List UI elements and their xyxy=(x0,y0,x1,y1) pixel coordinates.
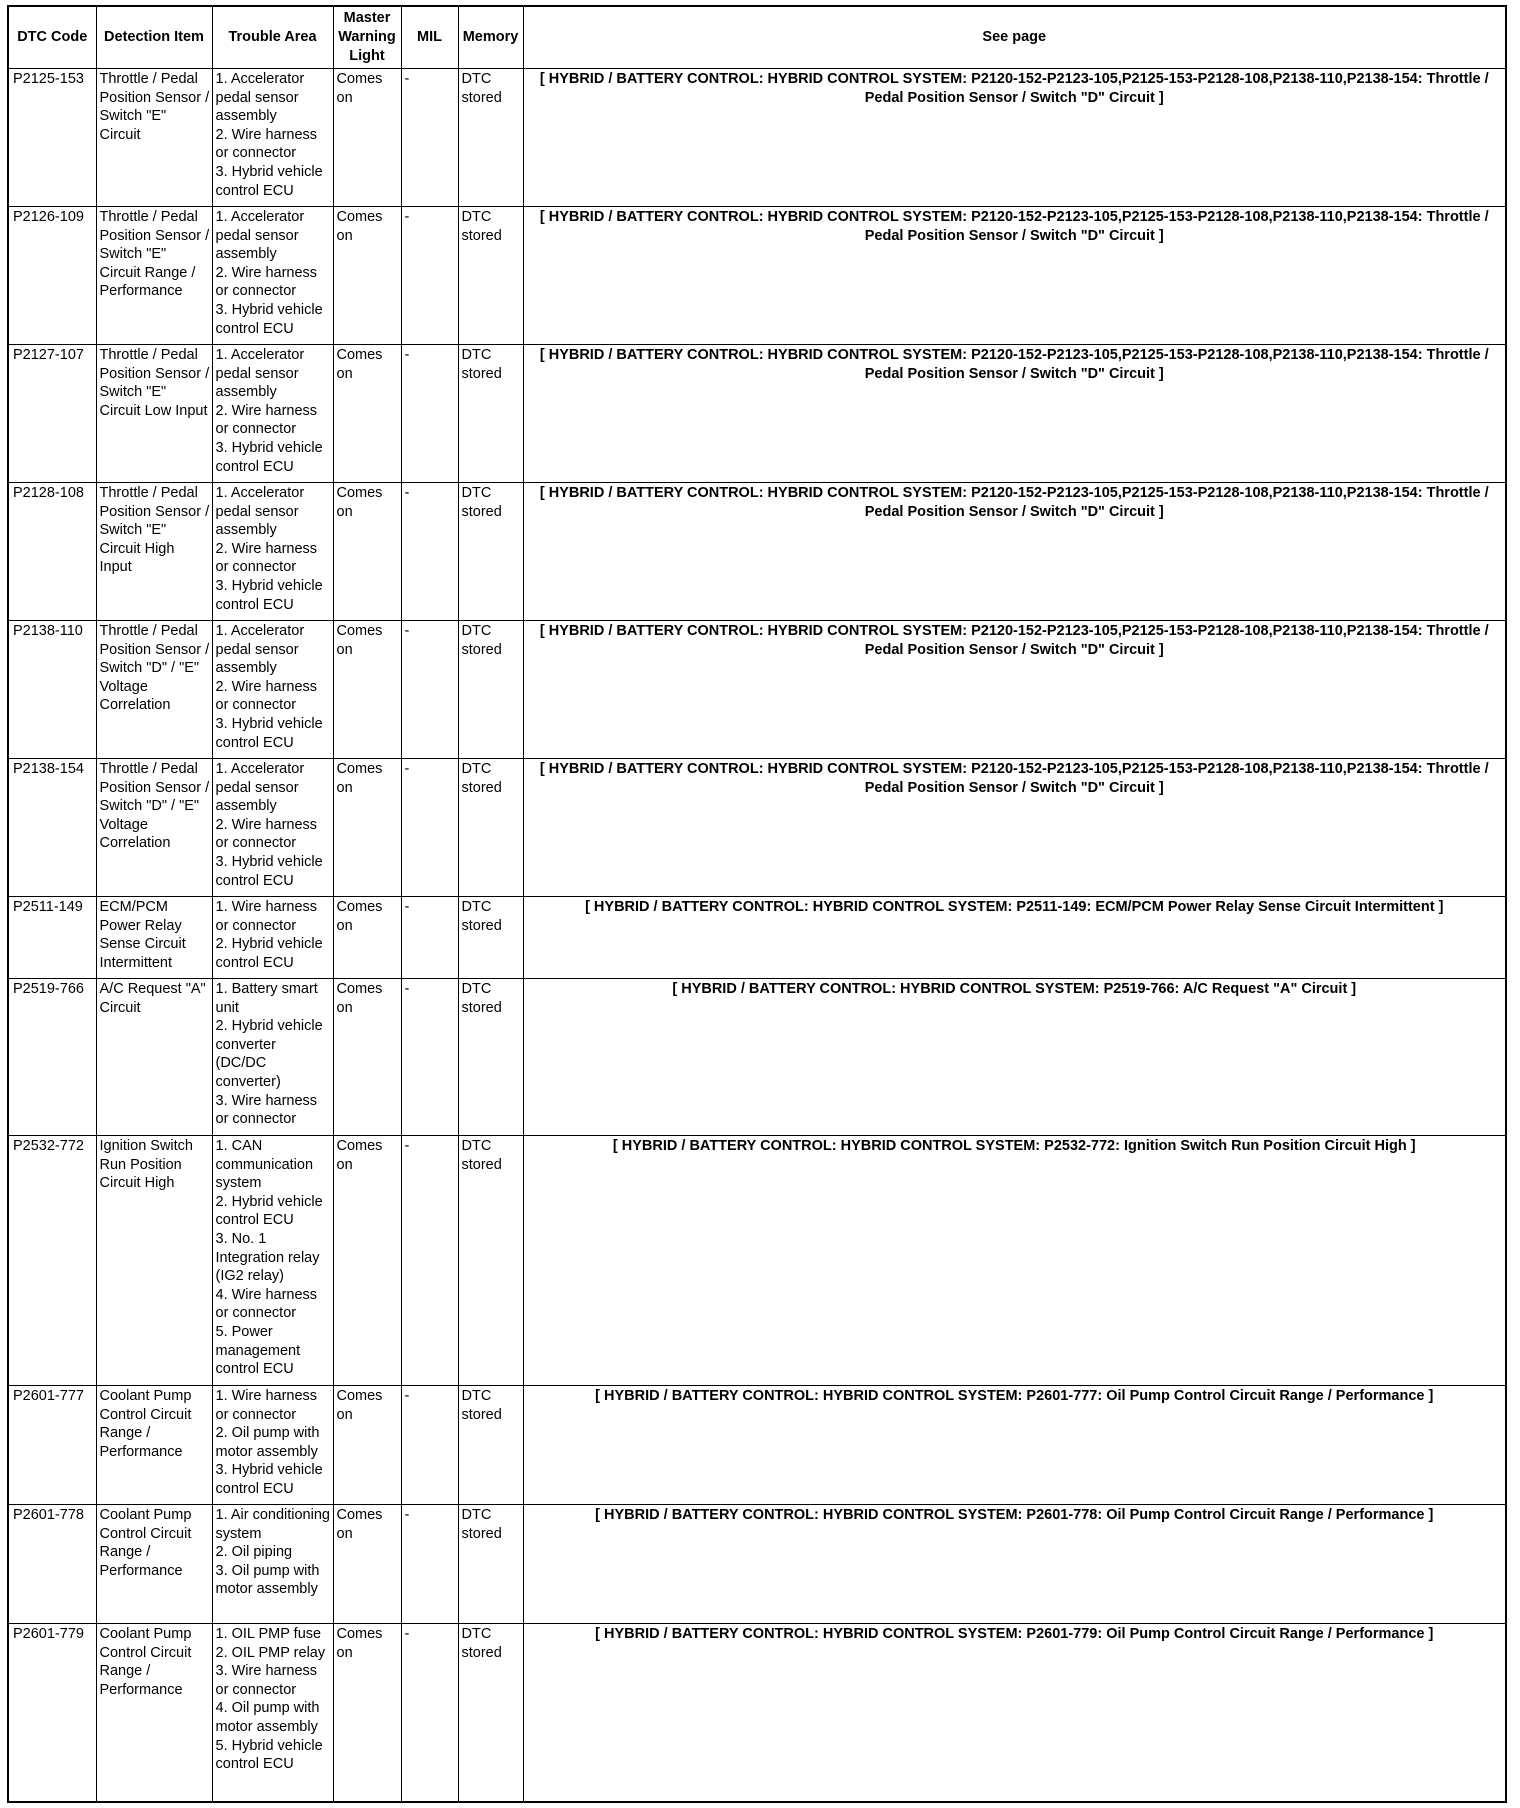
trouble-area-cell xyxy=(212,897,333,979)
dtc-code-cell: P2532-772 xyxy=(8,1136,96,1386)
trouble-area-cell xyxy=(212,1386,333,1505)
trouble-area-item: 1. Accelerator pedal sensor assembly xyxy=(215,485,305,539)
trouble-area-cell xyxy=(212,345,333,483)
table-row xyxy=(8,979,1506,1136)
trouble-area-item: 3. Oil pump with motor assembly xyxy=(215,1562,320,1598)
dtc-code-cell: P2601-778 xyxy=(8,1505,96,1624)
trouble-area-item: 3. Hybrid vehicle control ECU xyxy=(215,163,323,199)
trouble-area-cell xyxy=(212,1136,333,1386)
header-detection-item: Detection Item xyxy=(96,6,212,69)
trouble-area-item: 5. Power management control ECU xyxy=(215,1323,301,1378)
dtc-code-cell: P2138-110 xyxy=(8,621,96,759)
table-row xyxy=(8,621,1506,759)
trouble-area-item: 1. Accelerator pedal sensor assembly xyxy=(215,71,305,125)
see-page-link: [ HYBRID / BATTERY CONTROL: HYBRID CONTROL SYSTEM: P2120-152-P2123-105,P2125-153-P2128-108,P2138-110,P2138-154: Throttle / Pedal Position Sensor / Switch "D" Circuit ] xyxy=(523,69,1506,207)
trouble-area-item: 1. Accelerator pedal sensor assembly xyxy=(215,623,305,677)
see-page-link: [ HYBRID / BATTERY CONTROL: HYBRID CONTROL SYSTEM: P2601-779: Oil Pump Control Circuit Range / Performance ] xyxy=(523,1624,1506,1802)
see-page-link: [ HYBRID / BATTERY CONTROL: HYBRID CONTROL SYSTEM: P2601-777: Oil Pump Control Circuit Range / Performance ] xyxy=(523,1386,1506,1505)
master-warning-light-cell: Comes on xyxy=(333,1136,401,1386)
trouble-area-cell xyxy=(212,1624,333,1802)
trouble-area-item: 1. OIL PMP fuse xyxy=(215,1626,322,1642)
table-row xyxy=(8,345,1506,483)
mil-cell: - xyxy=(401,1505,458,1624)
table-row xyxy=(8,1505,1506,1624)
detection-item-cell: Coolant Pump Control Circuit Range / Performance xyxy=(96,1624,212,1802)
trouble-area-item: 1. Accelerator pedal sensor assembly xyxy=(215,761,305,815)
dtc-code-cell: P2126-109 xyxy=(8,207,96,345)
trouble-area-item: 4. Wire harness or connector xyxy=(215,1286,318,1322)
table-row xyxy=(8,897,1506,979)
master-warning-light-cell: Comes on xyxy=(333,1386,401,1505)
trouble-area-cell xyxy=(212,759,333,897)
trouble-area-item: 5. Hybrid vehicle control ECU xyxy=(215,1737,323,1773)
mil-cell: - xyxy=(401,1386,458,1505)
trouble-area-item: 1. Battery smart unit xyxy=(215,981,318,1016)
table-body xyxy=(8,69,1506,1802)
trouble-area-item: 2. Wire harness or connector xyxy=(215,402,318,438)
dtc-code-cell: P2128-108 xyxy=(8,483,96,621)
memory-cell: DTC stored xyxy=(458,207,523,345)
mil-cell: - xyxy=(401,1624,458,1802)
mil-cell: - xyxy=(401,207,458,345)
header-master-warning-light: Master Warning Light xyxy=(333,6,401,69)
header-mil: MIL xyxy=(401,6,458,69)
detection-item-cell: Throttle / Pedal Position Sensor / Switch "D" / "E" Voltage Correlation xyxy=(96,759,212,897)
mil-cell: - xyxy=(401,345,458,483)
detection-item-cell: Throttle / Pedal Position Sensor / Switch "E" Circuit Range / Performance xyxy=(96,207,212,345)
trouble-area-cell xyxy=(212,483,333,621)
dtc-code-cell: P2125-153 xyxy=(8,69,96,207)
trouble-area-item: 2. Oil piping xyxy=(215,1544,293,1561)
memory-cell: DTC stored xyxy=(458,759,523,897)
trouble-area-item: 1. Wire harness or connector xyxy=(215,1388,318,1423)
dtc-code-cell: P2519-766 xyxy=(8,979,96,1136)
memory-cell: DTC stored xyxy=(458,897,523,979)
trouble-area-item: 2. OIL PMP relay xyxy=(215,1644,326,1661)
table-row xyxy=(8,759,1506,897)
trouble-area-item: 2. Hybrid vehicle control ECU xyxy=(215,936,323,971)
mil-cell: - xyxy=(401,759,458,897)
header-row xyxy=(8,6,1506,69)
detection-item-cell: Ignition Switch Run Position Circuit High xyxy=(96,1136,212,1386)
master-warning-light-cell: Comes on xyxy=(333,759,401,897)
see-page-link: [ HYBRID / BATTERY CONTROL: HYBRID CONTROL SYSTEM: P2120-152-P2123-105,P2125-153-P2128-108,P2138-110,P2138-154: Throttle / Pedal Position Sensor / Switch "D" Circuit ] xyxy=(523,621,1506,759)
master-warning-light-cell: Comes on xyxy=(333,897,401,979)
mil-cell: - xyxy=(401,69,458,207)
trouble-area-item: 3. Hybrid vehicle control ECU xyxy=(215,715,323,751)
memory-cell: DTC stored xyxy=(458,1505,523,1624)
table-row xyxy=(8,1386,1506,1505)
dtc-code-cell: P2601-777 xyxy=(8,1386,96,1505)
see-page-link: [ HYBRID / BATTERY CONTROL: HYBRID CONTROL SYSTEM: P2601-778: Oil Pump Control Circuit Range / Performance ] xyxy=(523,1505,1506,1624)
trouble-area-item: 3. Wire harness or connector xyxy=(215,1092,318,1128)
trouble-area-item: 2. Wire harness or connector xyxy=(215,540,318,576)
header-see-page: See page xyxy=(523,6,1506,69)
detection-item-cell: Throttle / Pedal Position Sensor / Switch "E" Circuit xyxy=(96,69,212,207)
header-dtc-code: DTC Code xyxy=(8,6,96,69)
trouble-area-item: 2. Wire harness or connector xyxy=(215,816,318,852)
master-warning-light-cell: Comes on xyxy=(333,1624,401,1802)
trouble-area-cell xyxy=(212,979,333,1136)
trouble-area-item: 2. Hybrid vehicle control ECU xyxy=(215,1193,323,1229)
master-warning-light-cell: Comes on xyxy=(333,345,401,483)
trouble-area-cell xyxy=(212,1505,333,1624)
trouble-area-cell xyxy=(212,621,333,759)
dtc-code-cell: P2601-779 xyxy=(8,1624,96,1802)
detection-item-cell: Throttle / Pedal Position Sensor / Switch "D" / "E" Voltage Correlation xyxy=(96,621,212,759)
memory-cell: DTC stored xyxy=(458,483,523,621)
trouble-area-item: 3. Hybrid vehicle control ECU xyxy=(215,301,323,337)
mil-cell: - xyxy=(401,621,458,759)
detection-item-cell: Coolant Pump Control Circuit Range / Performance xyxy=(96,1386,212,1505)
memory-cell: DTC stored xyxy=(458,621,523,759)
master-warning-light-cell: Comes on xyxy=(333,1505,401,1624)
mil-cell: - xyxy=(401,483,458,621)
memory-cell: DTC stored xyxy=(458,69,523,207)
master-warning-light-cell: Comes on xyxy=(333,621,401,759)
table-row xyxy=(8,69,1506,207)
table-row xyxy=(8,483,1506,621)
memory-cell: DTC stored xyxy=(458,1624,523,1802)
trouble-area-item: 3. Hybrid vehicle control ECU xyxy=(215,439,323,475)
trouble-area-item: 3. No. 1 Integration relay (IG2 relay) xyxy=(215,1230,320,1285)
master-warning-light-cell: Comes on xyxy=(333,979,401,1136)
mil-cell: - xyxy=(401,1136,458,1386)
trouble-area-item: 1. Accelerator pedal sensor assembly xyxy=(215,209,305,263)
dtc-code-cell: P2511-149 xyxy=(8,897,96,979)
mil-cell: - xyxy=(401,897,458,979)
trouble-area-item: 4. Oil pump with motor assembly xyxy=(215,1700,320,1735)
trouble-area-cell xyxy=(212,207,333,345)
trouble-area-item: 3. Wire harness or connector xyxy=(215,1663,318,1698)
trouble-area-item: 2. Wire harness or connector xyxy=(215,678,318,714)
header-trouble-area: Trouble Area xyxy=(212,6,333,69)
trouble-area-item: 2. Wire harness or connector xyxy=(215,264,318,300)
master-warning-light-cell: Comes on xyxy=(333,483,401,621)
see-page-link: [ HYBRID / BATTERY CONTROL: HYBRID CONTROL SYSTEM: P2120-152-P2123-105,P2125-153-P2128-108,P2138-110,P2138-154: Throttle / Pedal Position Sensor / Switch "D" Circuit ] xyxy=(523,483,1506,621)
dtc-code-cell: P2127-107 xyxy=(8,345,96,483)
memory-cell: DTC stored xyxy=(458,1136,523,1386)
memory-cell: DTC stored xyxy=(458,1386,523,1505)
trouble-area-item: 2. Oil pump with motor assembly xyxy=(215,1425,320,1460)
dtc-table xyxy=(7,5,1507,1803)
trouble-area-item: 1. Accelerator pedal sensor assembly xyxy=(215,347,305,401)
see-page-link: [ HYBRID / BATTERY CONTROL: HYBRID CONTROL SYSTEM: P2511-149: ECM/PCM Power Relay Sense Circuit Intermittent ] xyxy=(523,897,1506,979)
see-page-link: [ HYBRID / BATTERY CONTROL: HYBRID CONTROL SYSTEM: P2519-766: A/C Request "A" Circuit ] xyxy=(523,979,1506,1136)
see-page-link: [ HYBRID / BATTERY CONTROL: HYBRID CONTROL SYSTEM: P2532-772: Ignition Switch Run Position Circuit High ] xyxy=(523,1136,1506,1386)
dtc-code-cell: P2138-154 xyxy=(8,759,96,897)
detection-item-cell: Throttle / Pedal Position Sensor / Switch "E" Circuit Low Input xyxy=(96,345,212,483)
see-page-link: [ HYBRID / BATTERY CONTROL: HYBRID CONTROL SYSTEM: P2120-152-P2123-105,P2125-153-P2128-108,P2138-110,P2138-154: Throttle / Pedal Position Sensor / Switch "D" Circuit ] xyxy=(523,759,1506,897)
see-page-link: [ HYBRID / BATTERY CONTROL: HYBRID CONTROL SYSTEM: P2120-152-P2123-105,P2125-153-P2128-108,P2138-110,P2138-154: Throttle / Pedal Position Sensor / Switch "D" Circuit ] xyxy=(523,207,1506,345)
memory-cell: DTC stored xyxy=(458,345,523,483)
trouble-area-item: 2. Wire harness or connector xyxy=(215,126,318,162)
table-row xyxy=(8,207,1506,345)
master-warning-light-cell: Comes on xyxy=(333,69,401,207)
table-row xyxy=(8,1136,1506,1386)
header-memory: Memory xyxy=(458,6,523,69)
detection-item-cell: A/C Request "A" Circuit xyxy=(96,979,212,1136)
detection-item-cell: Throttle / Pedal Position Sensor / Switch "E" Circuit High Input xyxy=(96,483,212,621)
memory-cell: DTC stored xyxy=(458,979,523,1136)
trouble-area-item: 1. Air conditioning system xyxy=(215,1507,330,1542)
trouble-area-item: 2. Hybrid vehicle converter (DC/DC converter) xyxy=(215,1018,323,1090)
table-row xyxy=(8,1624,1506,1802)
trouble-area-item: 1. Wire harness or connector xyxy=(215,899,318,934)
master-warning-light-cell: Comes on xyxy=(333,207,401,345)
trouble-area-item: 1. CAN communication system xyxy=(215,1138,314,1192)
trouble-area-item: 3. Hybrid vehicle control ECU xyxy=(215,577,323,613)
mil-cell: - xyxy=(401,979,458,1136)
see-page-link: [ HYBRID / BATTERY CONTROL: HYBRID CONTROL SYSTEM: P2120-152-P2123-105,P2125-153-P2128-108,P2138-110,P2138-154: Throttle / Pedal Position Sensor / Switch "D" Circuit ] xyxy=(523,345,1506,483)
trouble-area-item: 3. Hybrid vehicle control ECU xyxy=(215,853,323,889)
detection-item-cell: Coolant Pump Control Circuit Range / Performance xyxy=(96,1505,212,1624)
detection-item-cell: ECM/PCM Power Relay Sense Circuit Intermittent xyxy=(96,897,212,979)
trouble-area-cell xyxy=(212,69,333,207)
trouble-area-item: 3. Hybrid vehicle control ECU xyxy=(215,1462,323,1497)
